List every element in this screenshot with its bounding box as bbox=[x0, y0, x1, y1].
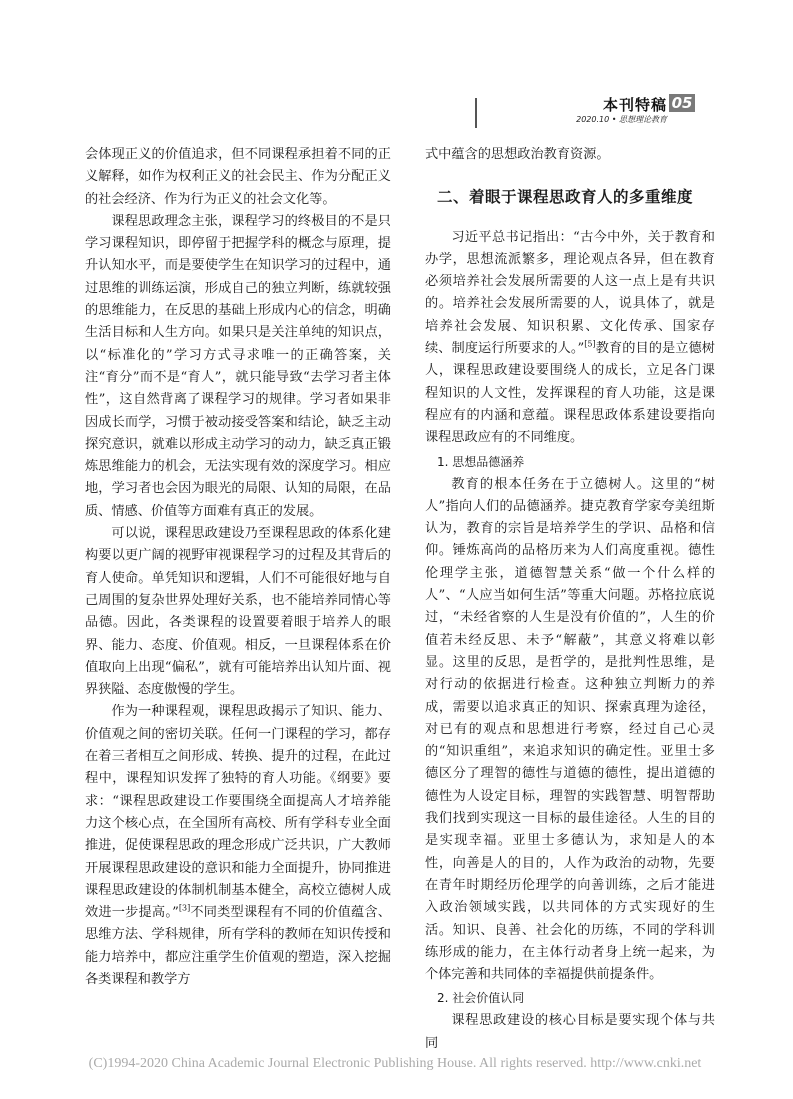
paragraph bbox=[85, 701, 391, 991]
citation-ref: [5] bbox=[584, 339, 596, 349]
paragraph-text: 习近平总书记指出：“古今中外，关于教育和办学，思想流派繁多，理论观点各异，但在教育必须培养社会发展所需要的人这一点上是有共识的。培养社会发展所需要的人，说具体了，就是培养社会发展、知识积累、文化传承、国家存续、制度运行所要求的人。” bbox=[425, 229, 715, 357]
paragraph: 可以说，课程思政建设乃至课程思政的体系化建构要以更广阔的视野审视课程学习的过程及其背后的育人使命。单凭知识和逻辑，人们不可能很好地与自己周围的复杂世界处理好关系，也不能培养同情心等品德。因此，各类课程的设置要着眼于培养人的眼界、能力、态度、价值观。相反，一旦课程体系在价值取向上出现“偏私”，就有可能培养出认知片面、视界狭隘、态度傲慢的学生。 bbox=[85, 526, 391, 698]
paragraph: 课程思政建设的核心目标是要实现个体与共同 bbox=[425, 1013, 715, 1051]
copyright-footer: (C)1994-2020 China Academic Journal Electronic Publishing House. All rights reserved. http://www.cnki.net bbox=[88, 1056, 702, 1071]
paragraph-text: 教育的目的是立德树人，课程思政建设要围绕人的成长，立足各门课程知识的人文性，发挥课程的育人功能，这是课程应有的内涵和意蕴。课程思政体系建设要指向课程思政应有的不同维度。 bbox=[425, 341, 715, 446]
paragraph: 教育的根本任务在于立德树人。这里的“树人”指向人们的品德涵养。捷克教育学家夸美纽斯认为，教育的宗旨是培养学生的学识、品格和信仰。锤炼高尚的品格历来为人们高度重视。德性伦理学主张，道德智慧关系“做一个什么样的人”、“人应当如何生活”等重大问题。苏格拉底说过，“未经省察的人生是没有价值的”，人生的价值若未经反思、未予“解蔽”，其意义将难以彰显。这里的反思，是哲学的，是批判性思维，是对行动的依据进行检查。这种独立判断力的养成，需要以追求真正的知识、探索真理为途径，对已有的观点和思想进行考察，经过自己心灵的“知识重组”，来追求知识的确定性。亚里士多德区分了理智的德性与道德的德性，提出道德的德性为人设定目标，理智的实践智慧、明智帮助我们找到实现这一目标的最佳途径。人生的目的是实现幸福。亚里士多德认为，求知是人的本性，向善是人的目的，人作为政治的动物，先要在青年时期经历伦理学的向善训练，之后才能进入政治领域实践，以共同体的方式实现好的生活。知识、良善、社会化的历练，不同的学科训练形成的能力，在主体行动者身上统一起来，为个体完善和共同体的幸福提供前提条件。 bbox=[425, 476, 715, 983]
subsection-heading: 2. 社会价值认同 bbox=[437, 991, 525, 1006]
paragraph: 会体现正义的价值追求，但不同课程承担着不同的正义解释，如作为权利正义的社会民主、作为分配正义的社会经济、作为行为正义的社会文化等。 bbox=[85, 147, 391, 207]
left-column bbox=[85, 144, 391, 991]
section-heading: 二、着眼于课程思政育人的多重维度 bbox=[437, 188, 694, 207]
page-number: 05 bbox=[669, 94, 695, 112]
running-header bbox=[475, 92, 695, 128]
journal-section-title: 本刊特稿 bbox=[602, 96, 667, 114]
subsection-heading: 1. 思想品德涵养 bbox=[437, 454, 525, 469]
paragraph-text: 不同类型课程有不同的价值蕴含、思维方法、学科规律，所有学科的教师在知识传授和能力培养中，都应注重学生价值观的塑造，深入挖掘各类课程和教学方 bbox=[85, 905, 391, 987]
journal-issue-info: 2020.10 • 思想理论教育 bbox=[576, 115, 667, 124]
paragraph-text: 作为一种课程观，课程思政揭示了知识、能力、价值观之间的密切关联。任何一门课程的学习，都存在着三者相互之间形成、转换、提升的过程，在此过程中，课程知识发挥了独特的育人功能。《纲要》要求：“课程思政建设工作要围绕全面提高人才培养能力这个核心点，在全国所有高校、所有学科专业全面推进，促使课程思政的理念形成广泛共识，广大教师开展课程思政建设的意识和能力全面提升，协同推进课程思政建设的体制机制基本健全，高校立德树人成效进一步提高。” bbox=[85, 704, 391, 921]
paragraph: 式中蕴含的思想政治教育资源。 bbox=[425, 147, 610, 162]
paragraph: 课程思政理念主张，课程学习的终极目的不是只学习课程知识，即停留于把握学科的概念与原理，提升认知水平，而是要使学生在知识学习的过程中，通过思维的训练运演，形成自己的独立判断，练就较强的思维能力，在反思的基础上形成内心的信念，明确生活目标和人生方向。如果只是关注单纯的知识点，以“标准化的”学习方式寻求唯一的正确答案，关注“育分”而不是“育人”，就只能导致“去学习者主体性”，这自然背离了课程学习的规律。学习者如果非因成长而学，习惯于被动接受答案和结论，缺乏主动探究意识，就难以形成主动学习的动力，缺乏真正锻炼思维能力的机会，无法实现有效的深度学习。相应地，学习者也会因为眼光的局限、认知的局限，在品质、情感、价值等方面难有真正的发展。 bbox=[85, 213, 391, 519]
right-column bbox=[425, 144, 715, 1055]
citation-ref: [3] bbox=[178, 903, 191, 913]
paragraph bbox=[425, 227, 715, 450]
header-divider bbox=[475, 98, 477, 128]
